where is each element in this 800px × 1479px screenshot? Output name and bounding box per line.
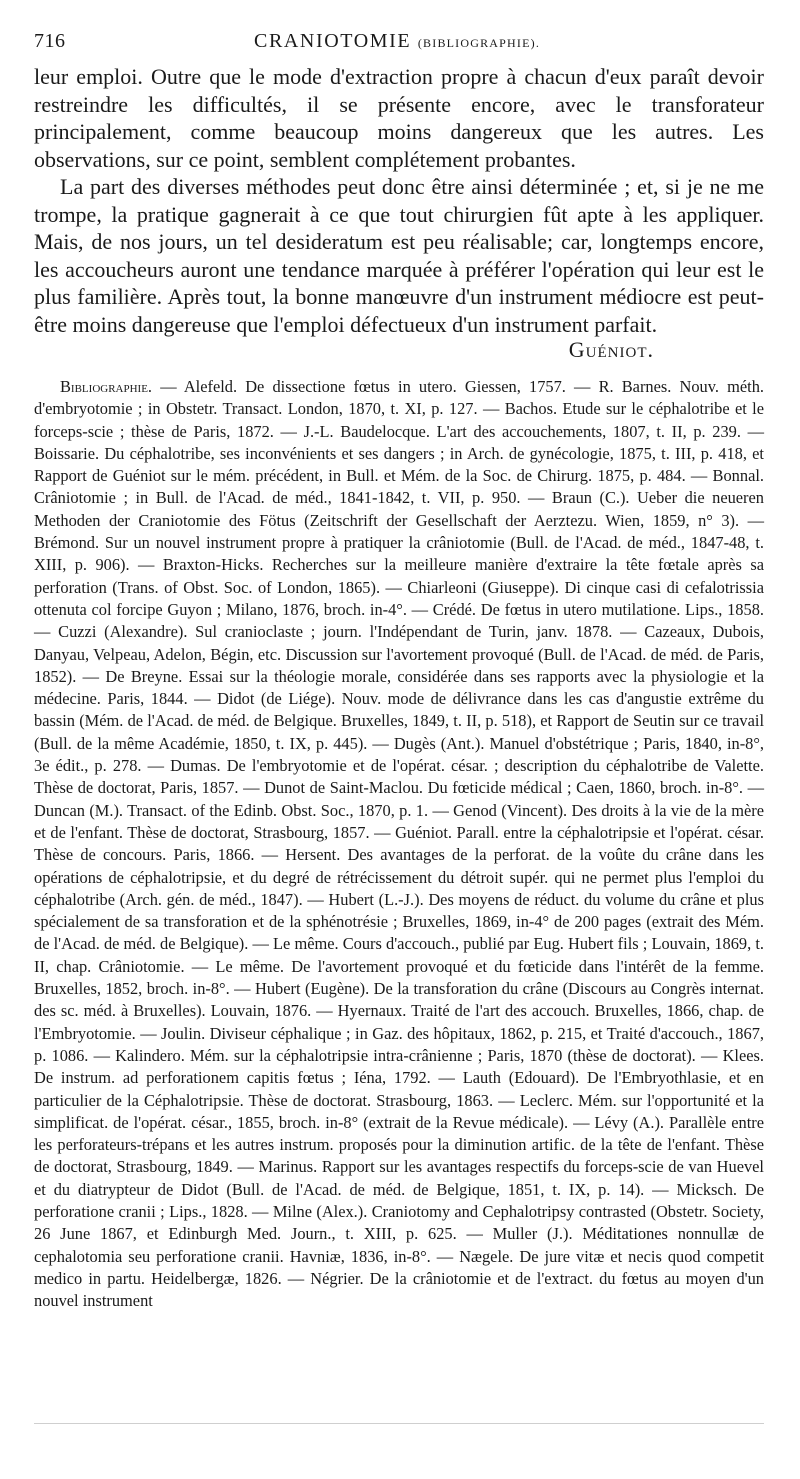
bibliography-entries: — Alefeld. De dissectione fœtus in utero. Giessen, 1757. — R. Barnes. Nouv. méth. d'embryotomie ; in Obstetr. Transact. London, 1870, t. XI, p. 127. — Bachos. Etude sur le céphalotribe et le forceps-scie ; thèse de Paris, 1872. — J.-L. Baudelocque. L'art des accouchements, 1807, t. II, p. 239. — Boissarie. Du céphalotribe, ses inconvénients et ses dangers ; in Arch. de gynécologie, 1875, t. III, p. 418, et Rapport de Guéniot sur le mém. précédent, in Bull. et Mém. de la Soc. de Chirurg. 1875, p. 484. — Bonnal. Crâniotomie ; in Bull. de l'Acad. de méd., 1841-1842, t. VII, p. 950. — Braun (C.). Ueber die neueren Methoden der Craniotomie des Fötus (Zeitschrift der Gesellschaft der Aerztezu. Wien, 1859, n° 3). — Brémond. Sur un nouvel instrument propre à pratiquer la crâniotomie (Bull. de l'Acad. de méd., 1847-48, t. XIII, p. 906). — Braxton-Hicks. Recherches sur la meilleure manière d'extraire la tête fœtale après sa perforation (Trans. of Obst. Soc. of London, 1865). — Chiarleoni (Giuseppe). Di cinque casi di cefalotrissia ottenuta col forcipe Guyon ; Milano, 1876, broch. in-4°. — Crédé. De fœtus in utero mutilatione. Lips., 1858. — Cuzzi (Alexandre). Sul cranioclaste ; journ. l'Indépendant de Turin, janv. 1878. — Cazeaux, Dubois, Danyau, Velpeau, Adelon, Bégin, etc. Discussion sur l'avortement provoqué (Bull. de l'Acad. de méd. de Paris, 1852). — De Breyne. Essai sur la théologie morale, considérée dans ses rapports avec la physiologie et la médecine. Paris, 1844. — Didot (de Liége). Nouv. mode de délivrance dans les cas d'angustie extrême du bassin (Mém. de l'Acad. de méd. de Belgique. Bruxelles, 1849, t. II, p. 518), et Rapport de Seutin sur ce travail (Bull. de la même Académie, 1850, t. IX, p. 445). — Dugès (Ant.). Manuel d'obstétrique ; Paris, 1840, in-8°, 3e édit., p. 278. — Dumas. De l'embryotomie et de l'opérat. césar. ; description du céphalotribe de Valette. Thèse de doctorat, Paris, 1857. — Dunot de Saint-Maclou. Du fœticide médical ; Caen, 1860, broch. in-8°. — Duncan (M.). Transact. of the Edinb. Obst. Soc., 1870, p. 1. — Genod (Vincent). Des droits à la vie de la mère et de l'enfant. Thèse de doctorat, Strasbourg, 1857. — Guéniot. Parall. entre la céphalotripsie et l'opérat. césar. Thèse de concours. Paris, 1866. — Hersent. Des avantages de la perforat. de la voûte du crâne dans les opérations de céphalotripsie, et du degré de rétrécissement du détroit supér. qui ne permet plus l'emploi du céphalotribe (Arch. gén. de méd., 1847). — Hubert (L.-J.). Des moyens de réduct. du volume du crâne et plus spécialement de sa transforation et de la sphénotrésie ; Bruxelles, 1869, in-4° de 200 pages (extrait des Mém. de l'Acad. de méd. de Belgique). — Le même. Cours d'accouch., publié par Eug. Hubert fils ; Louvain, 1869, t. II, chap. Crâniotomie. — Le même. De l'avortement provoqué et du fœticide dans l'intérêt de la femme. Bruxelles, 1852, broch. in-8°. — Hubert (Eugène). De la transforation du crâne (Discours au Congrès internat. des sc. méd. à Bruxelles). Louvain, 1876. — Hyernaux. Traité de l'art des accouch. Bruxelles, 1866, chap. de l'Embryotomie. — Joulin. Diviseur céphalique ; in Gaz. des hôpitaux, 1862, p. 215, et Traité d'accouch., 1867, p. 1086. — Kalindero. Mém. sur la céphalotripsie intra-crânienne ; Paris, 1870 (thèse de doctorat). — Klees. De instrum. ad perforationem capitis fœtus ; Iéna, 1792. — Lauth (Edouard). De l'Embryothlasie, et en particulier de la Céphalotripsie. Thèse de doctorat. Strasbourg, 1863. — Leclerc. Mém. sur l'opportunité et la simplificat. de l'opérat. césar., 1855, broch. in-8° (extrait de la Revue médicale). — Lévy (A.). Parallèle entre les perforateurs-trépans et les autres instrum. proposés pour la diminution artific. de la tête de l'enfant. Thèse de doctorat, Strasbourg, 1849. — Marinus. Rapport sur les avantages respectifs du forceps-scie de van Huevel et du diatrypteur de Didot (Bull. de l'Acad. de méd. de Belgique, 1851, t. IX, p. 14). — Micksch. De perforatione cranii ; Lips., 1828. — Milne (Alex.). Craniotomy and Cephalotripsy contrasted (Obstetr. Society, 26 June 1867, et Edinburgh Med. Journ., t. XIII, p. 625. — Muller (J.). Méditationes nonnullæ de cephalotomia seu perforatione cranii. Havniæ, 1836, in-8°. — Nægele. De jure vitæ et necis quod competit medico in partu. Heidelbergæ, 1826. — Négrier. De la crâniotomie et de l'extract. du fœtus au moyen d'un nouvel instrument — [34, 377, 764, 1311]
bibliography-section — [34, 376, 764, 1312]
author-signature: Guéniot. — [568, 337, 654, 362]
running-title: CRANIOTOMIE — [254, 30, 412, 52]
paragraph-continuation: leur emploi. Outre que le mode d'extraction propre à chacun d'eux paraît devoir restreindre les difficultés, il se présente encore, avec le transforateur principalement, comme beaucoup moins dangereux que les autres. Les observations, sur ce point, semblent complétement probantes. — [34, 64, 764, 172]
running-subtitle: (BIBLIOGRAPHIE). — [417, 36, 541, 50]
running-header — [34, 28, 764, 62]
main-text — [34, 63, 764, 364]
bibliography-paragraph — [34, 376, 764, 1312]
page-number: 716 — [34, 30, 66, 52]
bibliography-label: Bibliographie. — [60, 377, 153, 396]
page-bottom-edge — [34, 1423, 764, 1424]
running-title-block — [254, 30, 540, 53]
paragraph-conclusion: La part des diverses méthodes peut donc être ainsi déterminée ; et, si je ne me trompe, la pratique gagnerait à ce que tout chirurgien fût apte à les appliquer. Mais, de nos jours, un tel desideratum est peu réalisable; car, longtemps encore, les accoucheurs auront une tendance marquée à préférer l'opération qui leur est le plus familière. Après tout, la bonne manœuvre d'un instrument médiocre est peut-être moins dangereuse que l'emploi défectueux d'un instrument parfait. — [34, 174, 764, 337]
